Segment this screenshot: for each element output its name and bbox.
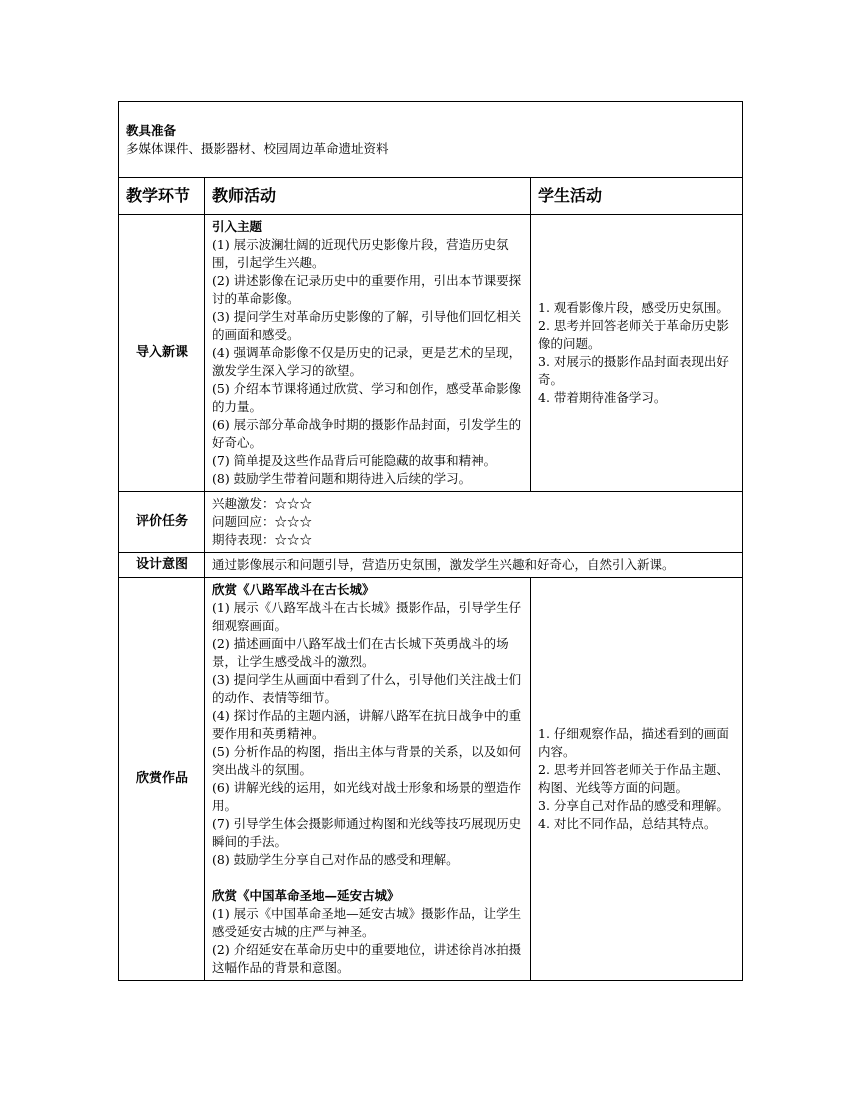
design-cell: [205, 553, 743, 578]
work1-line: (8) 鼓励学生分享自己对作品的感受和理解。: [212, 852, 459, 867]
intro-student-line: 2. 思考并回答老师关于革命历史影像的问题。: [538, 318, 729, 351]
work1-line: (3) 提问学生从画面中看到了什么，引导他们关注战士们的动作、表情等细节。: [212, 672, 522, 705]
design-text: 通过影像展示和问题引导，营造历史氛围，激发学生兴趣和好奇心，自然引入新课。: [212, 557, 675, 572]
appreciate-row: [119, 578, 743, 981]
intro-teacher-line: (6) 展示部分革命战争时期的摄影作品封面，引发学生的好奇心。: [212, 417, 522, 450]
lesson-plan-table: [118, 101, 743, 981]
appreciate-teacher-cell: [205, 578, 531, 981]
intro-teacher-line: (1) 展示波澜壮阔的近现代历史影像片段，营造历史氛围，引起学生兴趣。: [212, 237, 509, 270]
intro-student-line: 4. 带着期待准备学习。: [538, 390, 667, 405]
spacer: [212, 869, 524, 887]
intro-label: 导入新课: [119, 215, 205, 492]
design-row: [119, 553, 743, 578]
appreciate-student-line: 3. 分享自己对作品的感受和理解。: [538, 798, 729, 813]
intro-teacher-line: (5) 介绍本节课将通过欣赏、学习和创作，感受革命影像的力量。: [212, 381, 522, 414]
appreciate-student-line: 4. 对比不同作品，总结其特点。: [538, 816, 717, 831]
work1-line: (1) 展示《八路军战斗在古长城》摄影作品，引导学生仔细观察画面。: [212, 600, 522, 633]
work1-line: (6) 讲解光线的运用，如光线对战士形象和场景的塑造作用。: [212, 780, 522, 813]
preparation-title: 教具准备: [126, 123, 177, 138]
intro-student-line: 1. 观看影像片段，感受历史氛围。: [538, 300, 729, 315]
intro-student-line: 3. 对展示的摄影作品封面表现出好奇。: [538, 354, 729, 387]
intro-teacher-cell: [205, 215, 531, 492]
header-student: 学生活动: [531, 178, 743, 215]
intro-teacher-line: (2) 讲述影像在记录历史中的重要作用，引出本节课要探讨的革命影像。: [212, 273, 522, 306]
work1-title: 欣赏《八路军战斗在古长城》: [212, 582, 375, 597]
evaluation-line: 问题回应：☆☆☆: [212, 514, 313, 529]
header-row: [119, 178, 743, 215]
work2-line: (1) 展示《中国革命圣地—延安古城》摄影作品，让学生感受延安古城的庄严与神圣。: [212, 906, 522, 939]
evaluation-line: 兴趣激发：☆☆☆: [212, 496, 313, 511]
header-stage: 教学环节: [119, 178, 205, 215]
preparation-row: [119, 102, 743, 178]
intro-teacher-line: (4) 强调革命影像不仅是历史的记录，更是艺术的呈现，激发学生深入学习的欲望。: [212, 345, 522, 378]
intro-teacher-title: 引入主题: [212, 219, 263, 234]
intro-student-cell: [531, 215, 743, 492]
work1-line: (2) 描述画面中八路军战士们在古长城下英勇战斗的场景，让学生感受战斗的激烈。: [212, 636, 509, 669]
header-teacher: 教师活动: [205, 178, 531, 215]
work2-title: 欣赏《中国革命圣地—延安古城》: [212, 888, 400, 903]
work1-line: (5) 分析作品的构图，指出主体与背景的关系，以及如何突出战斗的氛围。: [212, 744, 522, 777]
preparation-cell: [119, 102, 743, 178]
appreciate-label: 欣赏作品: [119, 578, 205, 981]
preparation-content: 多媒体课件、摄影器材、校园周边革命遗址资料: [126, 141, 389, 156]
intro-teacher-line: (3) 提问学生对革命历史影像的了解，引导他们回忆相关的画面和感受。: [212, 309, 522, 342]
work2-line: (2) 介绍延安在革命历史中的重要地位，讲述徐肖冰拍摄这幅作品的背景和意图。: [212, 942, 522, 975]
evaluation-row: [119, 492, 743, 553]
evaluation-line: 期待表现：☆☆☆: [212, 532, 313, 547]
intro-teacher-line: (7) 简单提及这些作品背后可能隐藏的故事和精神。: [212, 453, 497, 468]
appreciate-student-cell: [531, 578, 743, 981]
work1-line: (4) 探讨作品的主题内涵，讲解八路军在抗日战争中的重要作用和英勇精神。: [212, 708, 522, 741]
intro-teacher-line: (8) 鼓励学生带着问题和期待进入后续的学习。: [212, 471, 472, 486]
work1-line: (7) 引导学生体会摄影师通过构图和光线等技巧展现历史瞬间的手法。: [212, 816, 522, 849]
design-label: 设计意图: [119, 553, 205, 578]
intro-row: [119, 215, 743, 492]
appreciate-student-line: 1. 仔细观察作品，描述看到的画面内容。: [538, 726, 729, 759]
appreciate-student-line: 2. 思考并回答老师关于作品主题、构图、光线等方面的问题。: [538, 762, 729, 795]
evaluation-label: 评价任务: [119, 492, 205, 553]
evaluation-cell: [205, 492, 743, 553]
